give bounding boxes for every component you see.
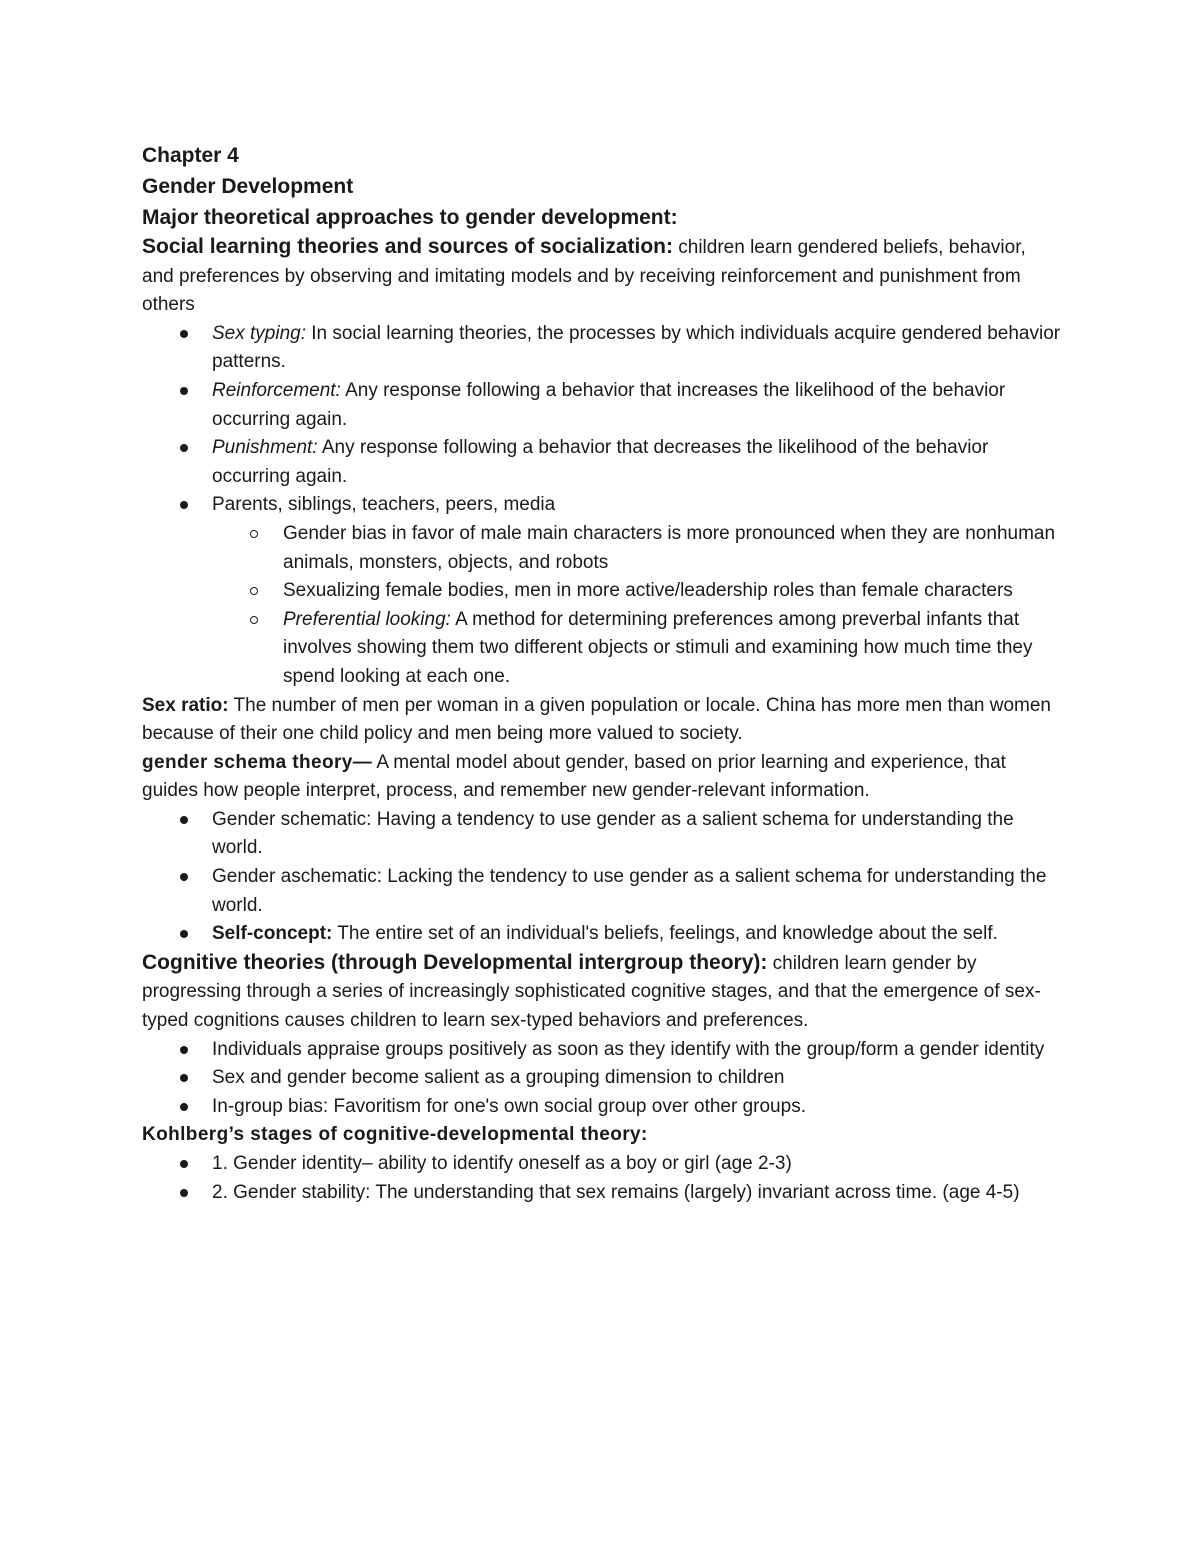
list-item: Reinforcement: Any response following a behavior that increases the likelihood of the behavior occurring again. [142, 377, 1062, 434]
term-self-concept: Self-concept: [212, 923, 333, 945]
sex-ratio-label: Sex ratio: [142, 694, 229, 716]
social-learning-paragraph [142, 233, 1062, 320]
sex-ratio-paragraph: Sex ratio: The number of men per woman in a given population or locale. China has more men than women because of their one child policy and men being more valued to society. [142, 694, 1051, 745]
cognitive-paragraph: Cognitive theories (through Developmental intergroup theory): children learn gender by progressing through a series of increasingly sophisticated cognitive stages, and that the emergence of sex-typed cognitions causes children to learn sex-typed behaviors and preferences. [142, 950, 1041, 1032]
list-item: Sex and gender become salient as a grouping dimension to children [142, 1064, 1062, 1093]
gender-schema-list [142, 806, 1062, 949]
gender-schema-paragraph: gender schema theory— A mental model about gender, based on prior learning and experience, that guides how people interpret, process, and remember new gender-relevant information. [142, 751, 1006, 802]
sub-list-item: Preferential looking: A method for determining preferences among preverbal infants that involves showing them two different objects or stimuli and examining how much time they spend looking at each one. [142, 606, 1062, 692]
kohlberg-label: Kohlberg’s stages of cognitive-developmental theory: [142, 1124, 648, 1146]
list-item: Punishment: Any response following a behavior that decreases the likelihood of the behavior occurring again. [142, 434, 1062, 491]
list-item: 2. Gender stability: The understanding that sex remains (largely) invariant across time. (age 4-5) [142, 1179, 1062, 1208]
term-preferential-looking: Preferential looking: [283, 608, 451, 630]
kohlberg-paragraph [142, 1121, 1062, 1150]
list-item: Sex typing: In social learning theories, the processes by which individuals acquire gendered behavior patterns. [142, 320, 1062, 377]
sub-list-item: Gender bias in favor of male main characters is more pronounced when they are nonhuman animals, monsters, objects, and robots [142, 520, 1062, 577]
gender-schema-label: gender schema theory— [142, 751, 373, 773]
kohlberg-list [142, 1150, 1062, 1207]
chapter-heading: Chapter 4 [142, 144, 239, 167]
list-item: In-group bias: Favoritism for one's own social group over other groups. [142, 1093, 1062, 1122]
list-item: Gender schematic: Having a tendency to use gender as a salient schema for understanding the world. [142, 806, 1062, 863]
list-item: Individuals appraise groups positively as soon as they identify with the group/form a gender identity [142, 1036, 1062, 1065]
cognitive-label: Cognitive theories (through Developmental intergroup theory): [142, 950, 768, 974]
term-sex-typing: Sex typing: [212, 322, 306, 344]
social-learning-label: Social learning theories and sources of socialization: [142, 235, 673, 258]
term-punishment: Punishment: [212, 437, 318, 459]
list-item: Self-concept: The entire set of an individual's beliefs, feelings, and knowledge about the self. [142, 920, 1062, 949]
list-item: 1. Gender identity– ability to identify oneself as a boy or girl (age 2-3) [142, 1150, 1062, 1179]
list-item: Gender aschematic: Lacking the tendency to use gender as a salient schema for understanding the world. [142, 863, 1062, 920]
sub-list-item: Sexualizing female bodies, men in more active/leadership roles than female characters [142, 577, 1062, 606]
list-item: Parents, siblings, teachers, peers, media [142, 491, 1062, 520]
social-learning-list [142, 320, 1062, 692]
term-reinforcement: Reinforcement: [212, 379, 341, 401]
document-title: Gender Development [142, 175, 354, 198]
social-learning-text: children learn gendered beliefs, behavior, and preferences by observing and imitating models and by receiving reinforcement and punishment from others [142, 237, 1026, 316]
section-heading: Major theoretical approaches to gender development: [142, 206, 678, 229]
cognitive-list [142, 1036, 1062, 1122]
document-page [142, 140, 1062, 1207]
